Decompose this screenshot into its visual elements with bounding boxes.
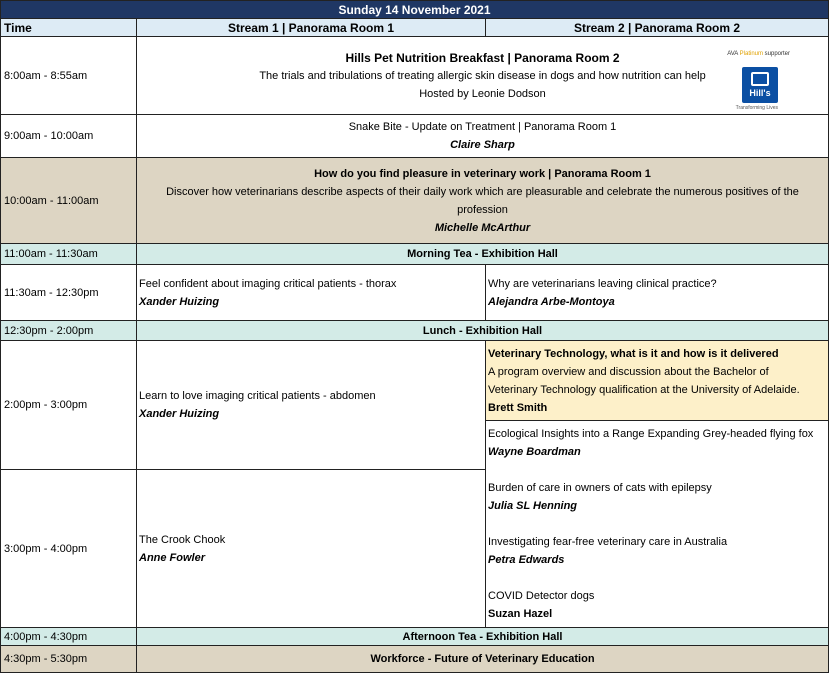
session-speaker: Anne Fowler [139,551,206,564]
session-description: The trials and tribulations of treating allergic skin disease in dogs and how nutrition can help [259,69,706,82]
session-description: Discover how veterinarians describe aspects of their daily work which are pleasurable and celebrate the numerous positives of the [166,185,799,198]
snake-bite-session [137,115,829,158]
hills-logo-icon: Hill's [742,67,778,103]
session-speaker: Xander Huizing [139,408,220,420]
lunch: Lunch - Exhibition Hall [137,321,829,341]
afternoon-tea: Afternoon Tea - Exhibition Hall [137,628,829,646]
day-title [0,0,829,19]
session-row [0,37,829,115]
stream2-session [486,265,829,321]
stream2-header: Stream 2 | Panorama Room 2 [486,19,829,37]
break-row [0,244,829,265]
session-title: How do you find pleasure in veterinary work | Panorama Room 1 [314,167,651,180]
vet-technology-session [486,341,829,421]
session-description-cont: profession [457,203,508,216]
logo-tagline: Transforming Lives [735,105,778,111]
session-row [0,265,829,321]
session-speaker: Claire Sharp [450,139,515,151]
time-cell: 12:30pm - 2:00pm [0,321,137,341]
time-cell: 4:00pm - 4:30pm [0,628,137,646]
time-cell: 10:00am - 11:00am [0,158,137,244]
day-title-text: Sunday 14 November 2021 [338,2,491,17]
session-speaker: Michelle McArthur [434,221,531,234]
stream2-block [0,341,829,421]
session-speaker: Brett Smith [488,401,548,414]
time-cell: 9:00am - 10:00am [0,115,137,158]
time-cell: 11:30am - 12:30pm [0,265,137,321]
session-host: Hosted by Leonie Dodson [419,87,546,100]
column-header-row [0,19,829,37]
break-row [0,628,829,646]
session-row [0,646,829,673]
breakfast-session [137,37,829,115]
stream1-header: Stream 1 | Panorama Room 1 [137,19,486,37]
morning-tea: Morning Tea - Exhibition Hall [137,244,829,265]
session-title: Learn to love imaging critical patients - abdomen [139,390,376,402]
time-cell: 8:00am - 8:55am [0,37,137,115]
time-cell: 3:00pm - 4:00pm [0,470,137,628]
session-title: Hills Pet Nutrition Breakfast | Panorama Room 2 [345,50,620,65]
session-title: Why are veterinarians leaving clinical practice? [488,277,717,290]
list-item: Investigating fear-free veterinary care in Australia Petra Edwards [488,536,728,566]
list-item: Burden of care in owners of cats with epilepsy Julia SL Henning [488,482,712,512]
sponsor-tag: AVA Platinum supporter [727,51,790,57]
workforce-session: Workforce - Future of Veterinary Education [137,646,829,673]
session-row [0,158,829,244]
time-header: Time [0,19,137,37]
stream2-block [0,421,829,628]
session-title: Veterinary Technology, what is it and how is it delivered [488,347,779,360]
logo-mark-icon [751,72,769,86]
session-title: Snake Bite - Update on Treatment | Panorama Room 1 [348,121,617,133]
time-cell: 4:30pm - 5:30pm [0,646,137,673]
session-title: Feel confident about imaging critical patients - thorax [139,277,397,290]
session-description-cont: Veterinary Technology qualification at the University of Adelaide. [488,383,800,396]
list-item: COVID Detector dogs Suzan Hazel [488,590,595,620]
break-row [0,321,829,341]
session-description: A program overview and discussion about the Bachelor of [488,365,769,378]
session-speaker: Alejandra Arbe-Montoya [488,295,615,308]
list-item: Ecological Insights into a Range Expanding Grey-headed flying fox Wayne Boardman [488,428,814,458]
stream1-session [137,265,486,321]
session-title: The Crook Chook [139,533,226,546]
time-cell: 11:00am - 11:30am [0,244,137,265]
session-row [0,115,829,158]
pleasure-session [137,158,829,244]
time-cell: 2:00pm - 3:00pm [0,341,137,470]
session-speaker: Xander Huizing [139,295,220,308]
stream2-talk-list [486,421,829,628]
